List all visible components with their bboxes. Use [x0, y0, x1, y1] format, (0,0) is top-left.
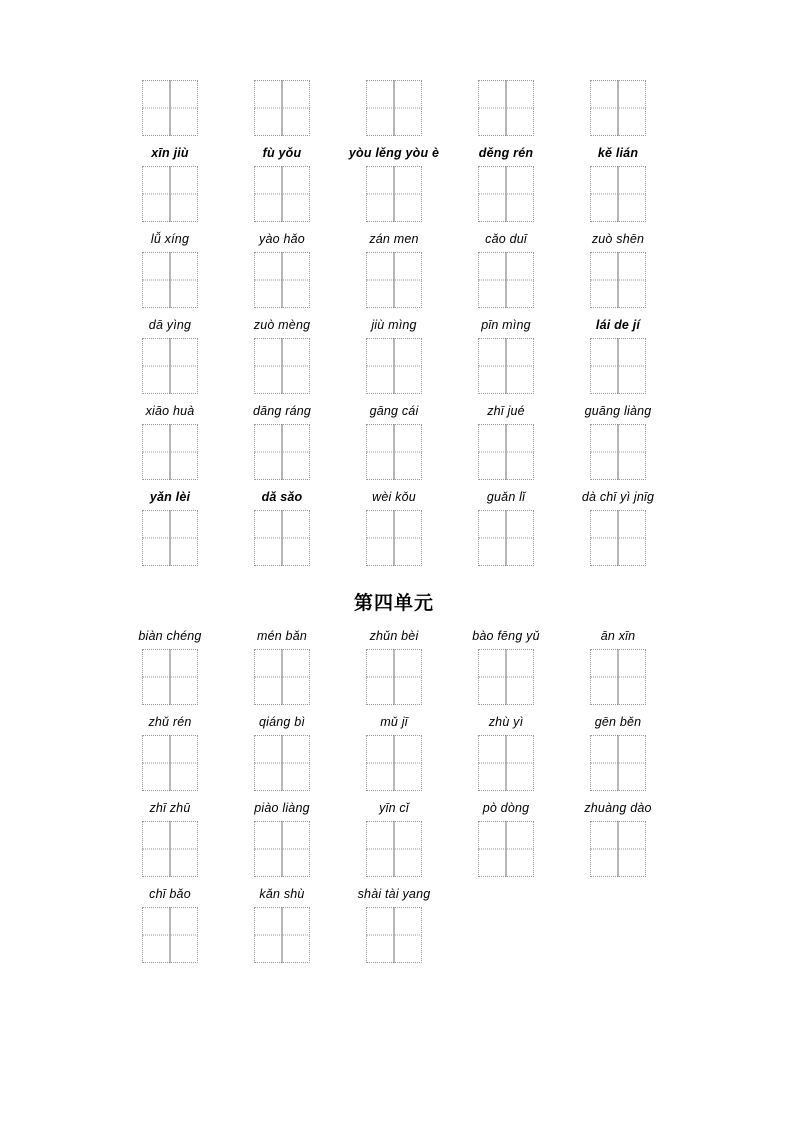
grid-cell[interactable] — [114, 252, 226, 308]
pinyin-label — [226, 490, 338, 504]
grid-cell[interactable] — [338, 338, 450, 394]
grid-cell[interactable] — [338, 907, 450, 963]
grid-row — [114, 510, 674, 566]
grid-cell[interactable] — [226, 166, 338, 222]
pinyin-label — [114, 490, 226, 504]
tianzige-box[interactable] — [590, 80, 646, 136]
pinyin-label — [226, 146, 338, 160]
tianzige-box[interactable] — [478, 166, 534, 222]
pinyin-label — [450, 146, 562, 160]
pinyin-text: jiù mìng — [371, 318, 417, 332]
pinyin-row — [114, 715, 674, 729]
grid-cell[interactable] — [114, 510, 226, 566]
grid-cell[interactable] — [562, 649, 674, 705]
worksheet-content — [114, 80, 674, 963]
tianzige-box[interactable] — [254, 338, 310, 394]
grid-cell[interactable] — [562, 166, 674, 222]
grid-cell-empty — [450, 907, 562, 963]
tianzige-box[interactable] — [590, 338, 646, 394]
pinyin-label — [226, 629, 338, 643]
grid-cell[interactable] — [226, 80, 338, 136]
tianzige-box[interactable] — [478, 252, 534, 308]
pinyin-text: kě lián — [597, 146, 639, 160]
tianzige-box[interactable] — [478, 80, 534, 136]
pinyin-text: kǎn shù — [259, 887, 305, 901]
pinyin-label — [226, 887, 338, 901]
pinyin-label — [114, 801, 226, 815]
grid-cell[interactable] — [450, 424, 562, 480]
pinyin-label — [338, 146, 450, 160]
tianzige-box[interactable] — [478, 510, 534, 566]
tianzige-box[interactable] — [142, 424, 198, 480]
tianzige-box[interactable] — [254, 80, 310, 136]
tianzige-box[interactable] — [254, 252, 310, 308]
tianzige-box[interactable] — [478, 735, 534, 791]
pinyin-label — [114, 232, 226, 246]
tianzige-box[interactable] — [366, 338, 422, 394]
grid-cell[interactable] — [114, 80, 226, 136]
pinyin-label — [226, 318, 338, 332]
grid-cell[interactable] — [450, 80, 562, 136]
pinyin-text: pīn mìng — [481, 318, 531, 332]
pinyin-label — [338, 232, 450, 246]
pinyin-text: zán men — [369, 232, 419, 246]
pinyin-text: mǔ jī — [380, 715, 408, 729]
pinyin-text: bào fēng yǔ — [472, 629, 540, 643]
tianzige-box[interactable] — [366, 649, 422, 705]
grid-cell[interactable] — [226, 907, 338, 963]
grid-row — [114, 649, 674, 705]
grid-cell[interactable] — [226, 510, 338, 566]
pinyin-row — [114, 490, 674, 504]
pinyin-text: zuò mèng — [253, 318, 311, 332]
tianzige-box[interactable] — [142, 510, 198, 566]
tianzige-box[interactable] — [142, 649, 198, 705]
grid-cell[interactable] — [450, 338, 562, 394]
pinyin-text: pò dòng — [482, 801, 530, 815]
tianzige-box[interactable] — [142, 80, 198, 136]
tianzige-box[interactable] — [254, 649, 310, 705]
grid-cell[interactable] — [226, 252, 338, 308]
pinyin-text: piào liàng — [254, 801, 310, 815]
grid-cell[interactable] — [114, 649, 226, 705]
pinyin-label — [338, 629, 450, 643]
tianzige-box[interactable] — [366, 424, 422, 480]
pinyin-label — [338, 490, 450, 504]
tianzige-box[interactable] — [590, 735, 646, 791]
tianzige-box[interactable] — [478, 649, 534, 705]
tianzige-box[interactable] — [366, 166, 422, 222]
pinyin-label — [114, 629, 226, 643]
pinyin-text: dāng ráng — [252, 404, 312, 418]
pinyin-label — [450, 629, 562, 643]
pinyin-text: guāng liàng — [584, 404, 652, 418]
grid-cell[interactable] — [562, 735, 674, 791]
pinyin-label — [562, 318, 674, 332]
tianzige-box[interactable] — [254, 424, 310, 480]
pinyin-text: zhǔ rén — [148, 715, 192, 729]
grid-cell[interactable] — [114, 338, 226, 394]
grid-cell[interactable] — [338, 735, 450, 791]
unit3-block — [114, 80, 674, 566]
grid-cell[interactable] — [450, 166, 562, 222]
pinyin-text: xīn jiù — [151, 146, 189, 160]
grid-row — [114, 166, 674, 222]
pinyin-text: děng rén — [478, 146, 534, 160]
pinyin-label — [562, 490, 674, 504]
grid-cell[interactable] — [114, 424, 226, 480]
pinyin-text: guǎn lǐ — [486, 490, 526, 504]
grid-row — [114, 907, 674, 963]
grid-row — [114, 252, 674, 308]
pinyin-label — [114, 146, 226, 160]
grid-row — [114, 338, 674, 394]
tianzige-box[interactable] — [366, 907, 422, 963]
pinyin-text: qiáng bì — [258, 715, 306, 729]
pinyin-text: biàn chéng — [138, 629, 202, 643]
pinyin-label — [338, 887, 450, 901]
pinyin-label — [338, 801, 450, 815]
pinyin-text: zhī jué — [487, 404, 525, 418]
pinyin-label — [562, 629, 674, 643]
pinyin-label — [562, 887, 674, 901]
pinyin-text: yīn cǐ — [379, 801, 409, 815]
pinyin-label — [562, 232, 674, 246]
grid-cell[interactable] — [338, 252, 450, 308]
pinyin-label — [450, 887, 562, 901]
pinyin-text: yǎn lèi — [149, 490, 191, 504]
tianzige-box[interactable] — [254, 821, 310, 877]
pinyin-label — [226, 715, 338, 729]
section-title: 第四单元 — [353, 592, 434, 614]
pinyin-text: chī bǎo — [149, 887, 191, 901]
unit4-block — [114, 629, 674, 963]
tianzige-box[interactable] — [590, 166, 646, 222]
tianzige-box[interactable] — [478, 821, 534, 877]
pinyin-row — [114, 318, 674, 332]
pinyin-label — [338, 318, 450, 332]
pinyin-label — [450, 404, 562, 418]
grid-cell[interactable] — [562, 424, 674, 480]
pinyin-row — [114, 232, 674, 246]
grid-cell[interactable] — [562, 338, 674, 394]
pinyin-label — [450, 318, 562, 332]
pinyin-text: yòu lěng yòu è — [348, 146, 440, 160]
pinyin-text: zhǔn bèi — [369, 629, 419, 643]
pinyin-row — [114, 404, 674, 418]
tianzige-box[interactable] — [590, 510, 646, 566]
pinyin-text: gēn běn — [594, 715, 642, 729]
grid-cell[interactable] — [562, 821, 674, 877]
pinyin-text: zhù yì — [488, 715, 524, 729]
tianzige-box[interactable] — [254, 735, 310, 791]
grid-row — [114, 735, 674, 791]
grid-cell[interactable] — [114, 821, 226, 877]
grid-cell[interactable] — [562, 510, 674, 566]
pinyin-label — [114, 318, 226, 332]
tianzige-box[interactable] — [254, 907, 310, 963]
pinyin-row — [114, 146, 674, 160]
pinyin-text: lǚ xíng — [150, 232, 190, 246]
pinyin-label — [450, 232, 562, 246]
grid-cell[interactable] — [226, 735, 338, 791]
grid-cell[interactable] — [114, 166, 226, 222]
tianzige-box[interactable] — [590, 821, 646, 877]
pinyin-text: mén bǎn — [256, 629, 308, 643]
pinyin-text: wèi kǒu — [372, 490, 416, 504]
pinyin-text: dà chī yì jnīg — [581, 490, 655, 504]
tianzige-box[interactable] — [142, 735, 198, 791]
tianzige-box[interactable] — [366, 821, 422, 877]
grid-cell[interactable] — [562, 252, 674, 308]
grid-cell[interactable] — [450, 735, 562, 791]
grid-cell[interactable] — [338, 424, 450, 480]
pinyin-text: yào hǎo — [259, 232, 305, 246]
pinyin-label — [114, 715, 226, 729]
pinyin-row — [114, 801, 674, 815]
grid-cell[interactable] — [226, 424, 338, 480]
pinyin-label — [114, 887, 226, 901]
pinyin-row — [114, 887, 674, 901]
grid-cell[interactable] — [338, 166, 450, 222]
tianzige-box[interactable] — [366, 80, 422, 136]
pinyin-text: ān xīn — [600, 629, 636, 643]
pinyin-text: gāng cái — [369, 404, 419, 418]
tianzige-box[interactable] — [590, 252, 646, 308]
pinyin-label — [338, 715, 450, 729]
pinyin-text: zhuàng dào — [584, 801, 652, 815]
tianzige-box[interactable] — [590, 649, 646, 705]
pinyin-text: zuò shēn — [591, 232, 645, 246]
pinyin-label — [450, 715, 562, 729]
grid-cell[interactable] — [338, 821, 450, 877]
pinyin-text: shài tài yang — [357, 887, 431, 901]
grid-row — [114, 821, 674, 877]
pinyin-text: cǎo duī — [485, 232, 527, 246]
tianzige-box[interactable] — [142, 821, 198, 877]
pinyin-text: fù yǒu — [262, 146, 302, 160]
pinyin-label — [114, 404, 226, 418]
tianzige-box[interactable] — [142, 338, 198, 394]
pinyin-text: dǎ sǎo — [261, 490, 303, 504]
grid-row — [114, 80, 674, 136]
grid-cell[interactable] — [450, 510, 562, 566]
grid-cell[interactable] — [226, 821, 338, 877]
tianzige-box[interactable] — [142, 252, 198, 308]
pinyin-label — [562, 146, 674, 160]
grid-cell[interactable] — [338, 80, 450, 136]
pinyin-text: xiāo huà — [145, 404, 195, 418]
grid-cell[interactable] — [226, 338, 338, 394]
pinyin-text: zhī zhū — [149, 801, 191, 815]
pinyin-label — [226, 801, 338, 815]
pinyin-text: lái de jí — [595, 318, 641, 332]
pinyin-label — [226, 404, 338, 418]
grid-cell[interactable] — [450, 252, 562, 308]
tianzige-box[interactable] — [366, 252, 422, 308]
pinyin-label — [450, 801, 562, 815]
grid-cell-empty — [562, 907, 674, 963]
grid-cell[interactable] — [114, 907, 226, 963]
pinyin-label — [562, 404, 674, 418]
grid-cell[interactable] — [226, 649, 338, 705]
tianzige-box[interactable] — [366, 510, 422, 566]
pinyin-text: dā yìng — [148, 318, 192, 332]
grid-cell[interactable] — [338, 649, 450, 705]
grid-cell[interactable] — [338, 510, 450, 566]
tianzige-box[interactable] — [142, 166, 198, 222]
tianzige-box[interactable] — [142, 907, 198, 963]
pinyin-row — [114, 629, 674, 643]
grid-cell[interactable] — [450, 821, 562, 877]
tianzige-box[interactable] — [254, 510, 310, 566]
grid-row — [114, 424, 674, 480]
tianzige-box[interactable] — [478, 338, 534, 394]
pinyin-label — [450, 490, 562, 504]
tianzige-box[interactable] — [254, 166, 310, 222]
grid-cell[interactable] — [450, 649, 562, 705]
pinyin-label — [562, 801, 674, 815]
grid-cell[interactable] — [114, 735, 226, 791]
pinyin-label — [226, 232, 338, 246]
tianzige-box[interactable] — [590, 424, 646, 480]
tianzige-box[interactable] — [478, 424, 534, 480]
grid-cell[interactable] — [562, 80, 674, 136]
pinyin-label — [562, 715, 674, 729]
tianzige-box[interactable] — [366, 735, 422, 791]
pinyin-label — [338, 404, 450, 418]
